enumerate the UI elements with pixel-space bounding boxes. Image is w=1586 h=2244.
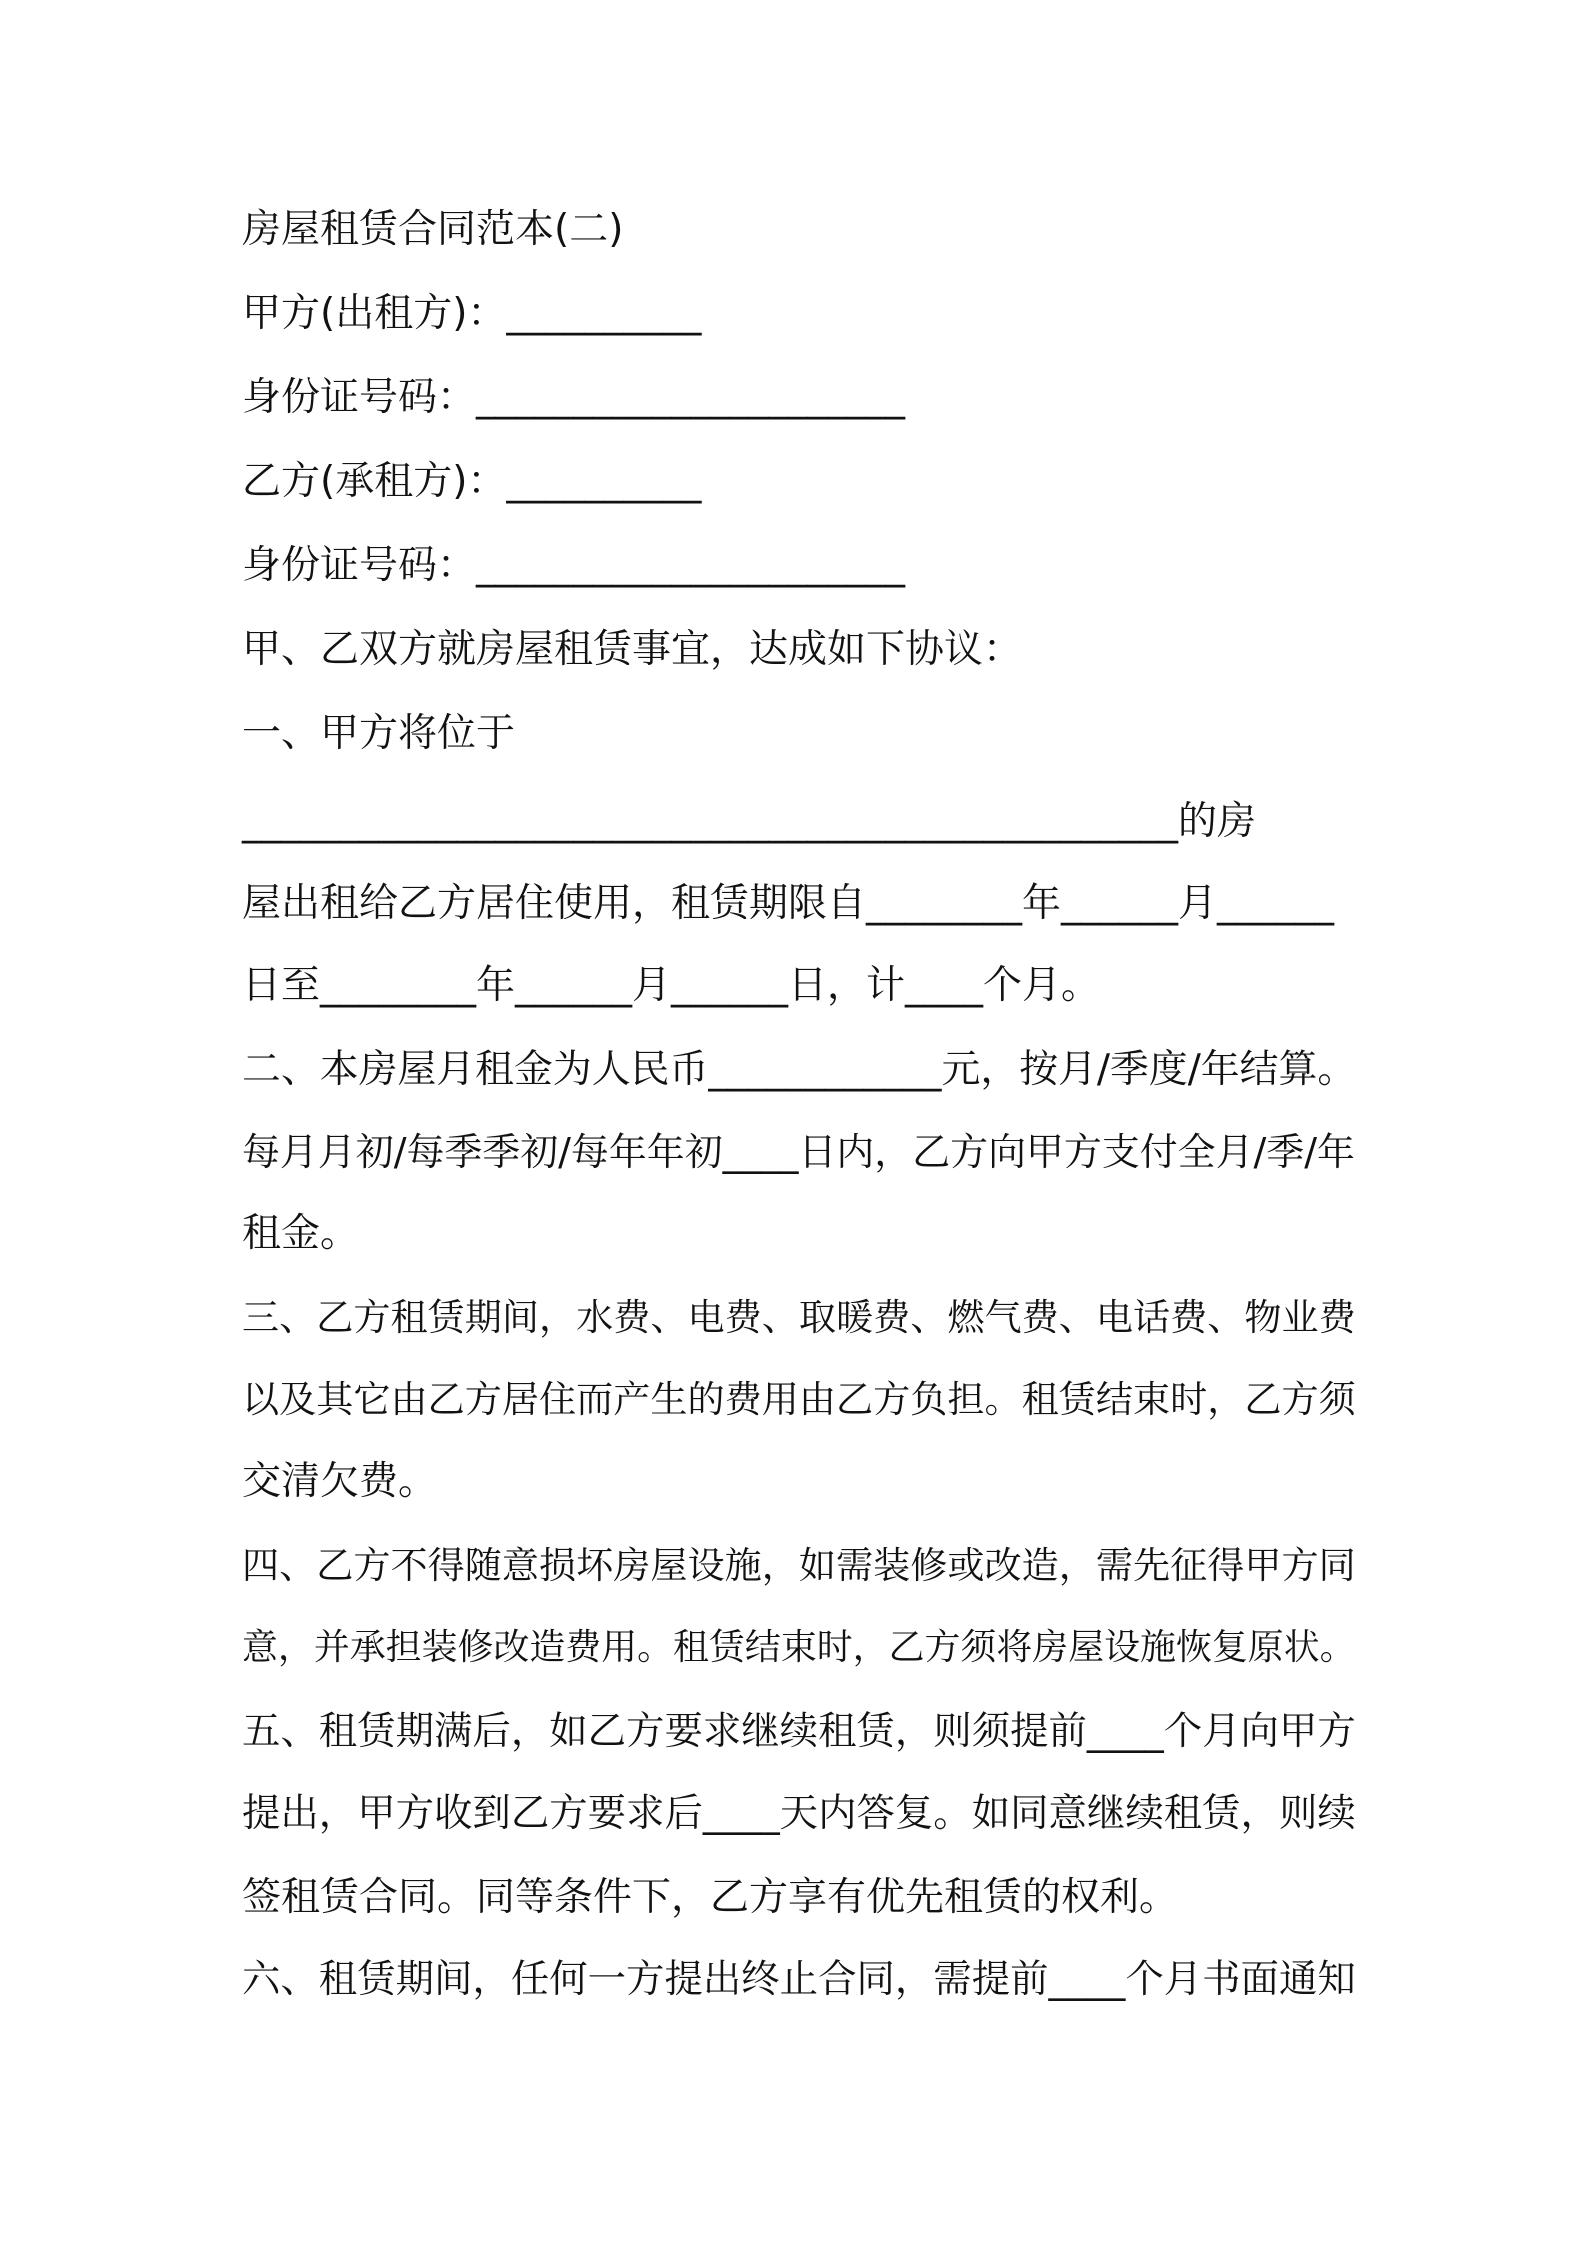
clause-4-line-1: 四、乙方不得随意损坏房屋设施，如需装修或改造，需先征得甲方同 [242,1544,1356,1587]
clause-3-line-3: 交清欠费。 [242,1459,438,1504]
document-title: 房屋租赁合同范本(二) [242,207,624,252]
party-a-id-line: 身份证号码：______________________ [242,375,906,420]
clause-1-line-2: ________________________________________________的房 [242,799,1257,844]
party-a-line: 甲方(出租方)：__________ [242,291,702,336]
clause-6-line-1: 六、租赁期间，任何一方提出终止合同，需提前____个月书面通知 [242,1957,1356,2002]
clause-4-line-2: 意，并承担装修改造费用。租赁结束时，乙方须将房屋设施恢复原状。 [242,1627,1356,1668]
clause-3-line-1: 三、乙方租赁期间，水费、电费、取暖费、燃气费、电话费、物业费 [242,1296,1356,1339]
party-b-id-line: 身份证号码：______________________ [242,543,906,588]
party-b-line: 乙方(承租方)：__________ [242,459,702,504]
clause-2-line-3: 租金。 [242,1211,360,1256]
clause-1-line-1: 一、甲方将位于 [242,711,516,756]
clause-2-line-2: 每月月初/每季季初/每年年初____日内，乙方向甲方支付全月/季/年 [242,1130,1355,1174]
clause-5-line-3: 签租赁合同。同等条件下，乙方享有优先租赁的权利。 [242,1875,1179,1920]
clause-1-line-3: 屋出租给乙方居住使用，租赁期限自________年______月______ [242,881,1335,926]
agreement-intro: 甲、乙双方就房屋租赁事宜，达成如下协议： [242,627,1023,672]
clause-5-line-1: 五、租赁期满后，如乙方要求继续租赁，则须提前____个月向甲方 [242,1709,1356,1754]
clause-5-line-2: 提出，甲方收到乙方要求后____天内答复。如同意继续租赁，则续 [242,1791,1356,1836]
clause-2-line-1: 二、本房屋月租金为人民币____________元，按月/季度/年结算。 [242,1047,1357,1092]
clause-1-line-4: 日至________年______月______日，计____个月。 [242,963,1101,1008]
clause-3-line-2: 以及其它由乙方居住而产生的费用由乙方负担。租赁结束时，乙方须 [242,1378,1356,1421]
